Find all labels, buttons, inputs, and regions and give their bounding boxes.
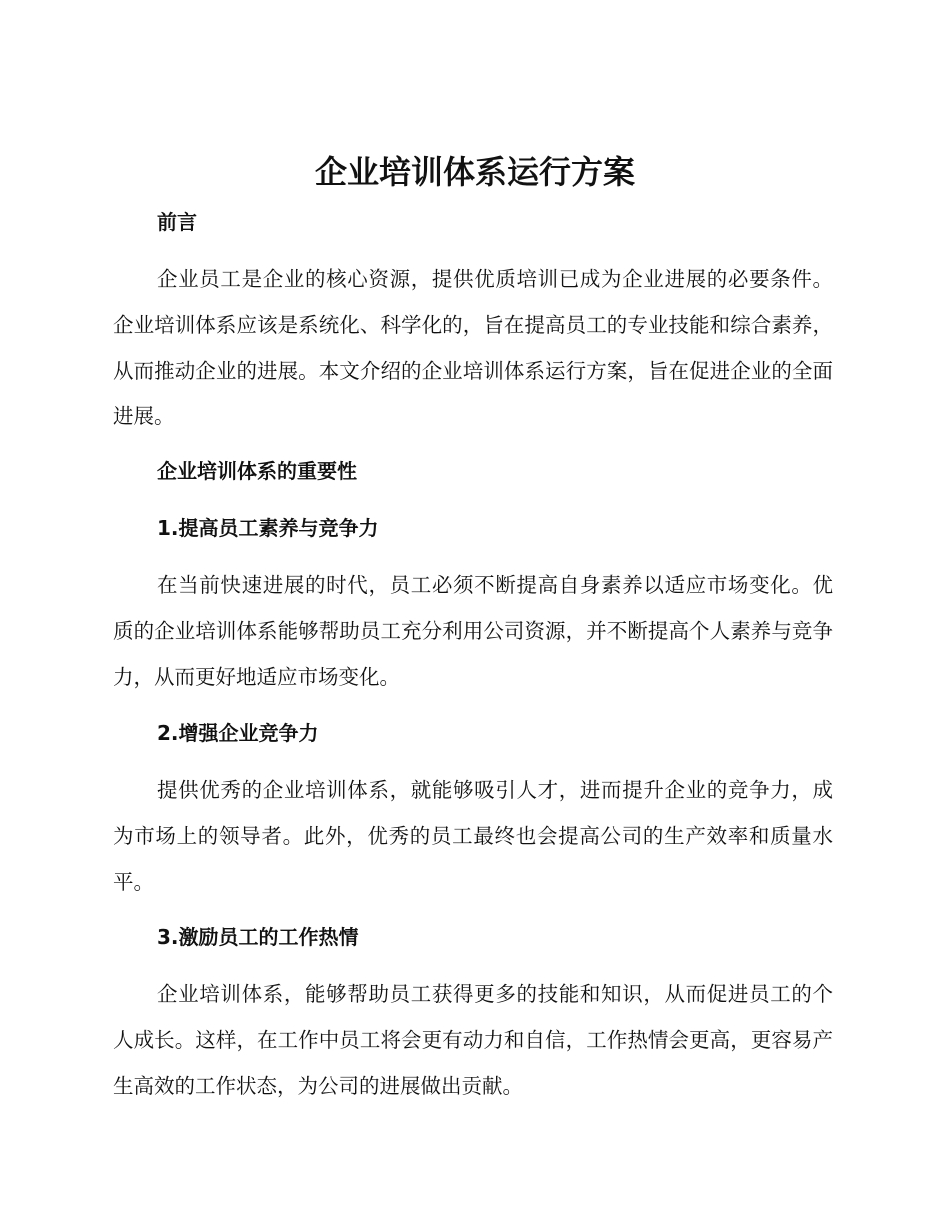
paragraph-1: 在当前快速进展的时代，员工必须不断提高自身素养以适应市场变化。优质的企业培训体系能够帮助员工充分利用公司资源，并不断提高个人素养与竞争力，从而更好地适应市场变化。	[113, 573, 833, 689]
paragraph-preface: 企业员工是企业的核心资源，提供优质培训已成为企业进展的必要条件。企业培训体系应该是系统化、科学化的，旨在提高员工的专业技能和综合素养，从而推动企业的进展。本文介绍的企业培训体系运行方案，旨在促进企业的全面进展。	[113, 267, 833, 429]
paragraph-3: 企业培训体系，能够帮助员工获得更多的技能和知识，从而促进员工的个人成长。这样，在工作中员工将会更有动力和自信，工作热情会更高，更容易产生高效的工作状态，为公司的进展做出贡献。	[113, 982, 833, 1098]
section-heading-3: 3.激励员工的工作热情	[157, 925, 359, 949]
document-title: 企业培训体系运行方案	[314, 153, 635, 191]
section-heading-2: 2.增强企业竞争力	[157, 721, 319, 745]
section-heading-preface: 前言	[157, 210, 197, 234]
paragraph-2: 提供优秀的企业培训体系，就能够吸引人才，进而提升企业的竞争力，成为市场上的领导者。此外，优秀的员工最终也会提高公司的生产效率和质量水平。	[113, 778, 833, 894]
section-heading-1: 1.提高员工素养与竞争力	[157, 516, 379, 540]
section-heading-importance: 企业培训体系的重要性	[157, 459, 357, 483]
